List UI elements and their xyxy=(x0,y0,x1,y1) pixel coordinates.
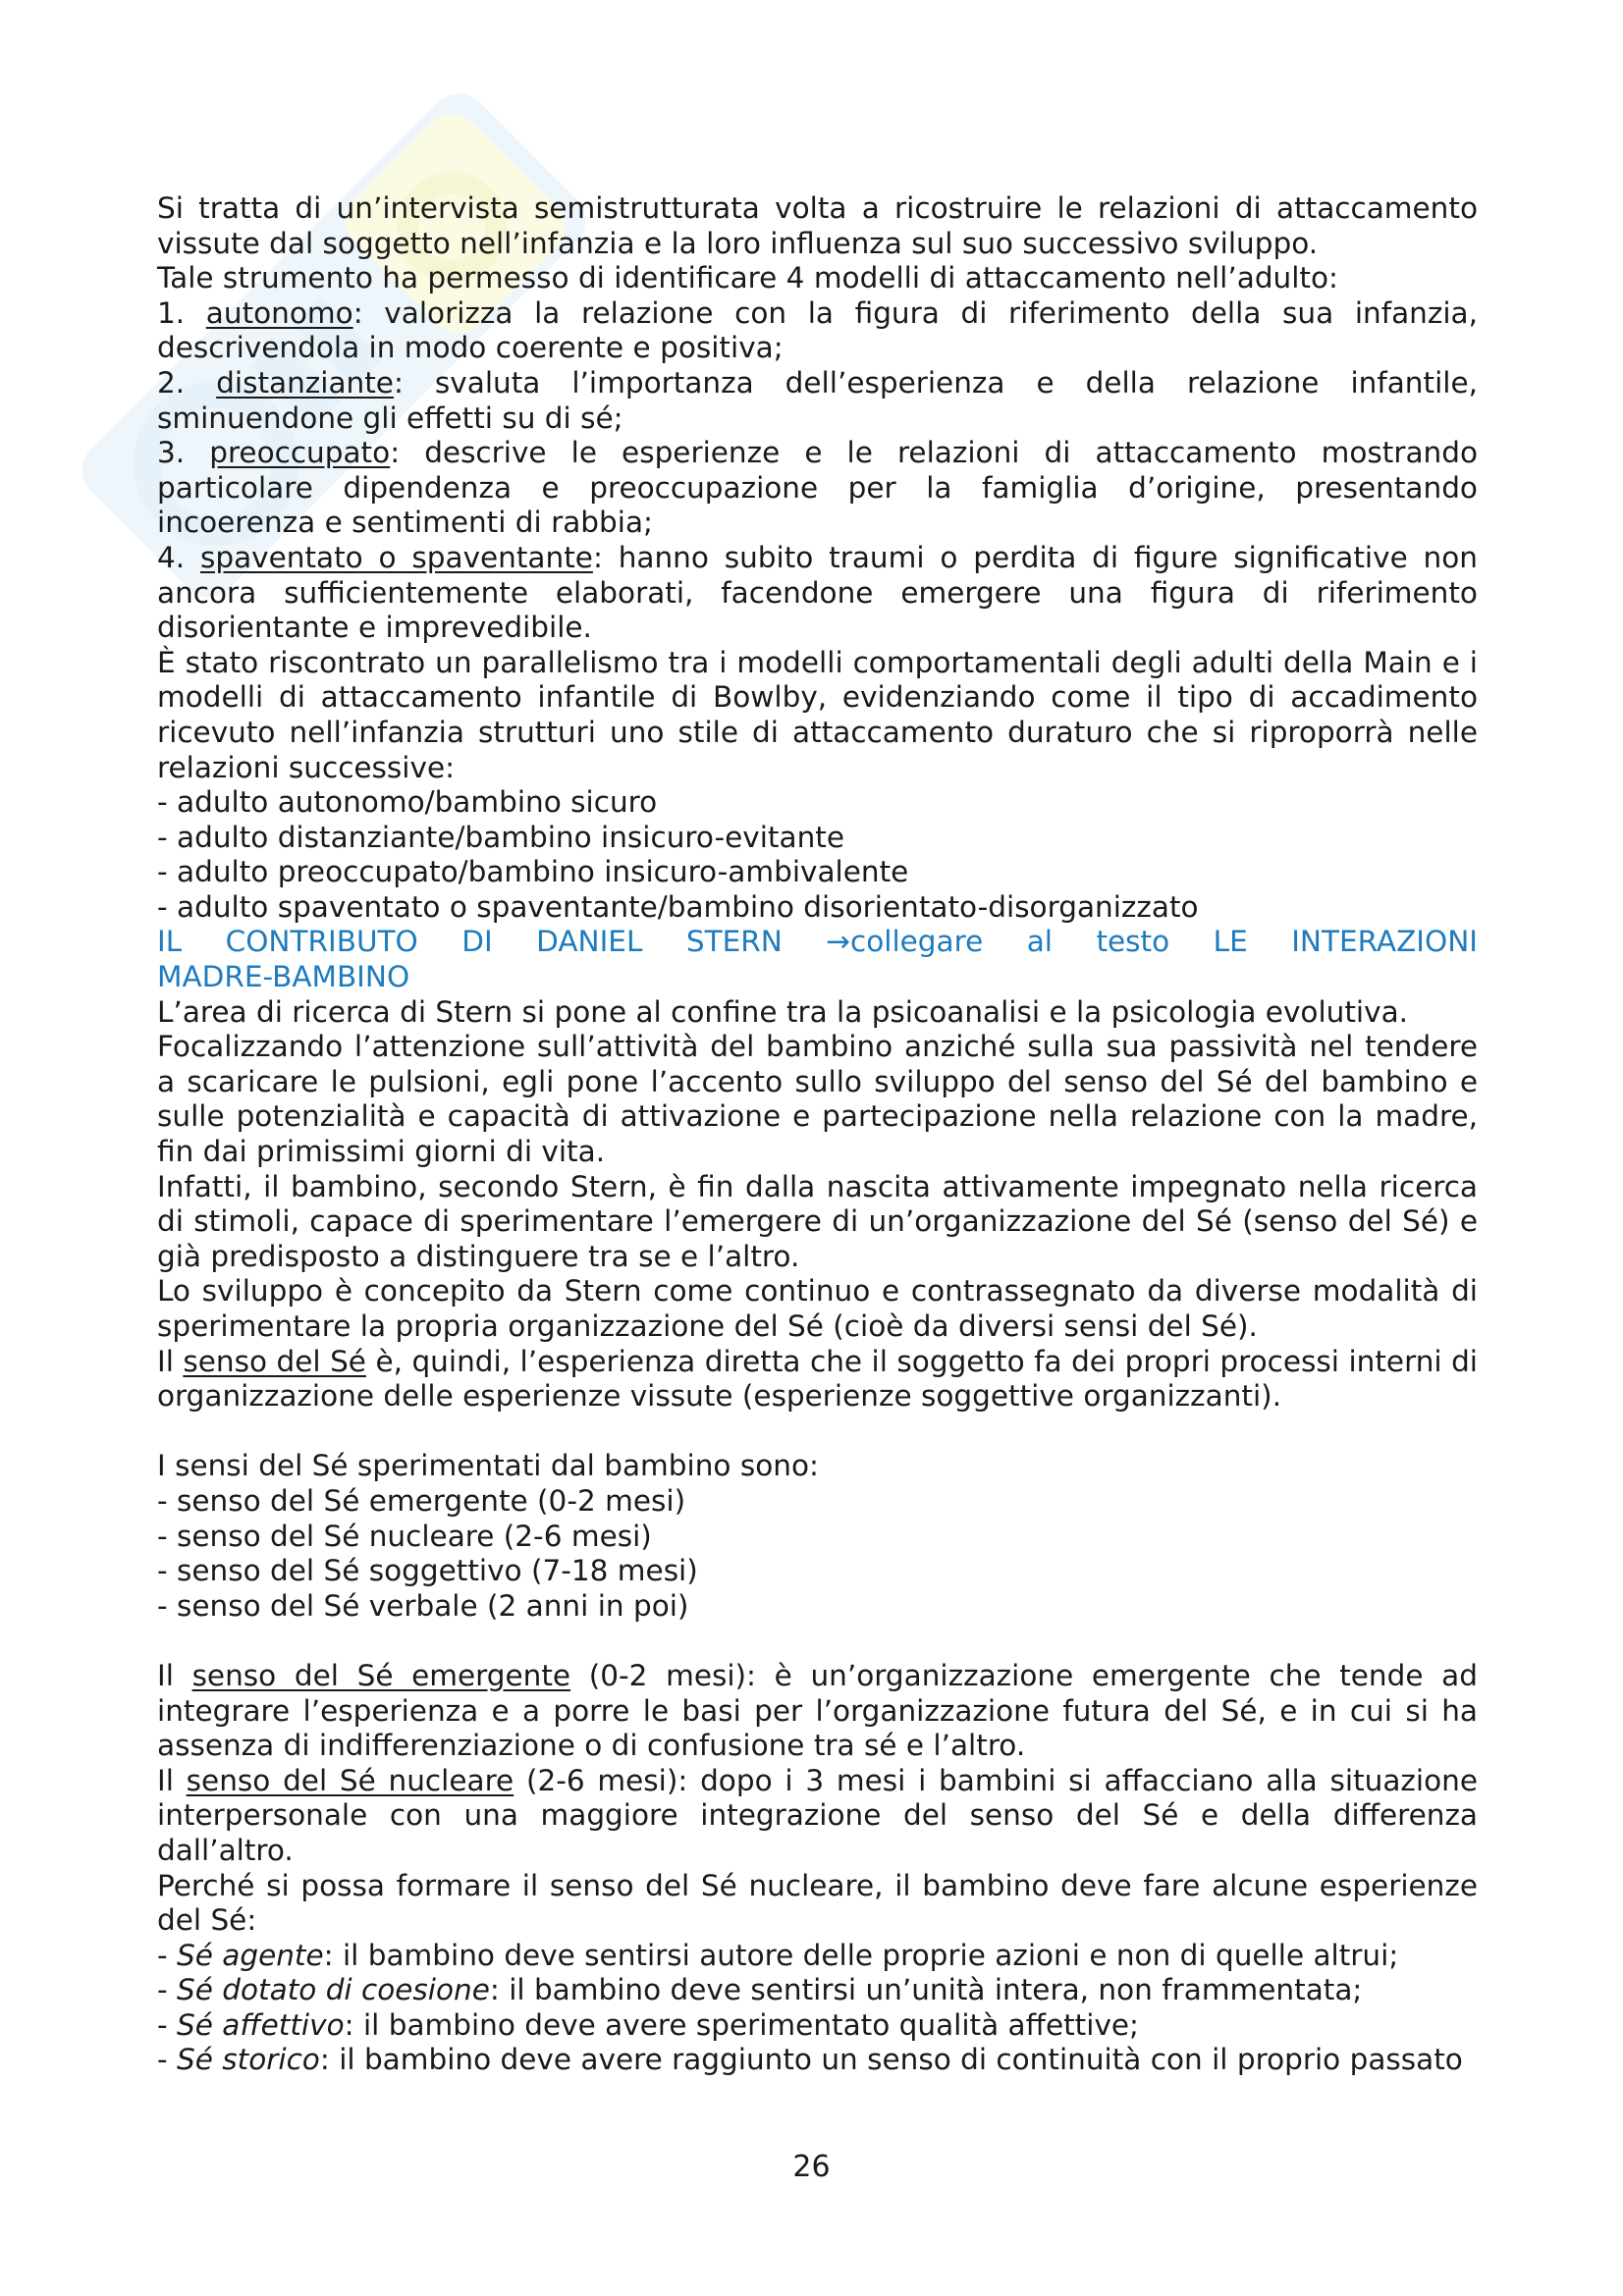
model-item: 2. distanziante: svaluta l’importanza dell’esperienza e della relazione infantile, sminuendone gli effetti su di sé; xyxy=(157,365,1478,435)
nuclear-paragraph: Il senso del Sé nucleare (2-6 mesi): dopo i 3 mesi i bambini si affacciano alla situazione interpersonale con una maggiore integrazione del senso del Sé e della differenza dall’altro. xyxy=(157,1763,1478,1867)
page-number: 26 xyxy=(792,2150,831,2184)
stern-paragraph: Focalizzando l’attenzione sull’attività del bambino anziché sulla sua passività nel tendere a scaricare le pulsioni, egli pone l’accento sullo sviluppo del senso del Sé del bambino e sulle potenzialità e capacità di attivazione e partecipazione nella relazione con la madre, fin dai primissimi giorni di vita. xyxy=(157,1030,1478,1169)
heading-word: →collegare xyxy=(826,925,984,959)
heading-word: DI xyxy=(461,925,493,959)
heading-word: INTERAZIONI xyxy=(1291,925,1478,959)
model-term: distanziante xyxy=(216,365,394,400)
pair-item: - adulto distanziante/bambino insicuro-evitante xyxy=(157,820,844,854)
heading-word: DANIEL xyxy=(536,925,643,959)
model-item: 1. autonomo: valorizza la relazione con la figura di riferimento della sua infanzia, descrivendola in modo coerente e positiva; xyxy=(157,295,1479,365)
model-item: 4. spaventato o spaventante: hanno subito traumi o perdita di figure significative non ancora sufficientemente elaborati, facendone emergere una figura di riferimento disorientante e imprevedibile. xyxy=(157,540,1478,645)
sense-item: - senso del Sé soggettivo (7-18 mesi) xyxy=(157,1554,698,1588)
heading-word: STERN xyxy=(685,925,783,959)
experience-term: Sé agente xyxy=(177,1938,324,1972)
heading-word: CONTRIBUTO xyxy=(225,925,418,959)
heading-line-2: MADRE-BAMBINO xyxy=(157,960,410,994)
experience-term: Sé affettivo xyxy=(177,2007,345,2042)
senses-intro: I sensi del Sé sperimentati dal bambino sono: xyxy=(157,1449,819,1483)
stern-paragraph: L’area di ricerca di Stern si pone al confine tra la psicoanalisi e la psicologia evolutiva. xyxy=(157,994,1409,1029)
experience-item: - Sé agente: il bambino deve sentirsi autore delle proprie azioni e non di quelle altrui; xyxy=(157,1938,1399,1972)
heading-word: al xyxy=(1026,925,1053,959)
model-term: spaventato o spaventante xyxy=(199,540,593,574)
experience-term: Sé dotato di coesione xyxy=(177,1973,490,2007)
stern-paragraph: Il senso del Sé è, quindi, l’esperienza diretta che il soggetto fa dei propri processi interni di organizzazione delle esperienze vissute (esperienze soggettive organizzanti). xyxy=(157,1344,1478,1414)
nuclear-experiences-intro: Perché si possa formare il senso del Sé nucleare, il bambino deve fare alcune esperienze del Sé: xyxy=(157,1868,1478,1938)
stern-paragraph: Infatti, il bambino, secondo Stern, è fin dalla nascita attivamente impegnato nella ricerca di stimoli, capace di sperimentare l’emergere di un’organizzazione del Sé (senso del Sé) e già predisposto a distinguere tra se e l’altro. xyxy=(157,1169,1478,1273)
intro-models-paragraph: Tale strumento ha permesso di identificare 4 modelli di attaccamento nell’adulto: xyxy=(157,261,1338,295)
model-item: 3. preoccupato: descrive le esperienze e le relazioni di attaccamento mostrando particolare dipendenza e preoccupazione per la famiglia d’origine, presentando incoerenza e sentimenti di rabbia; xyxy=(157,436,1478,540)
stern-paragraph: Lo sviluppo è concepito da Stern come continuo e contrassegnato da diverse modalità di sperimentare la propria organizzazione del Sé (cioè da diversi sensi del Sé). xyxy=(157,1274,1478,1343)
parallel-paragraph: È stato riscontrato un parallelismo tra i modelli comportamentali degli adulti della Main e i modelli di attaccamento infantile di Bowlby, evidenziando come il tipo di accadimento ricevuto nell’infanzia strutturi uno stile di attaccamento duraturo che si riproporrà nelle relazioni successive: xyxy=(157,645,1478,784)
pair-item: - adulto preoccupato/bambino insicuro-ambivalente xyxy=(157,855,909,889)
model-term: autonomo xyxy=(205,295,353,330)
model-term: preoccupato xyxy=(209,436,391,470)
term-emergent: senso del Sé emergente xyxy=(191,1658,571,1692)
intro-paragraph: Si tratta di un’intervista semistrutturata volta a ricostruire le relazioni di attaccamento vissute dal soggetto nell’infanzia e la loro influenza sul suo successivo sviluppo. xyxy=(157,191,1478,260)
section-heading xyxy=(157,925,1478,994)
term-nuclear: senso del Sé nucleare xyxy=(186,1763,514,1797)
heading-word: testo xyxy=(1096,925,1170,959)
heading-word: IL xyxy=(157,925,183,959)
sense-item: - senso del Sé nucleare (2-6 mesi) xyxy=(157,1519,652,1553)
pair-item: - adulto spaventato o spaventante/bambino disorientato-disorganizzato xyxy=(157,889,1199,924)
emergent-paragraph: Il senso del Sé emergente (0-2 mesi): è un’organizzazione emergente che tende ad integrare l’esperienza e a porre le basi per l’organizzazione futura del Sé, e in cui si ha assenza di indifferenziazione o di confusione tra sé e l’altro. xyxy=(157,1658,1478,1763)
heading-word: LE xyxy=(1213,925,1248,959)
sense-item: - senso del Sé emergente (0-2 mesi) xyxy=(157,1483,686,1518)
experience-item: - Sé affettivo: il bambino deve avere sperimentato qualità affettive; xyxy=(157,2007,1139,2042)
document-page xyxy=(157,191,1478,2078)
experience-term: Sé storico xyxy=(177,2043,320,2077)
sense-item: - senso del Sé verbale (2 anni in poi) xyxy=(157,1588,689,1623)
experience-item: - Sé storico: il bambino deve avere raggiunto un senso di continuità con il proprio passato xyxy=(157,2043,1463,2077)
experience-item: - Sé dotato di coesione: il bambino deve sentirsi un’unità intera, non frammentata; xyxy=(157,1973,1363,2007)
pair-item: - adulto autonomo/bambino sicuro xyxy=(157,785,658,820)
term-senso-del-se: senso del Sé xyxy=(183,1344,366,1378)
